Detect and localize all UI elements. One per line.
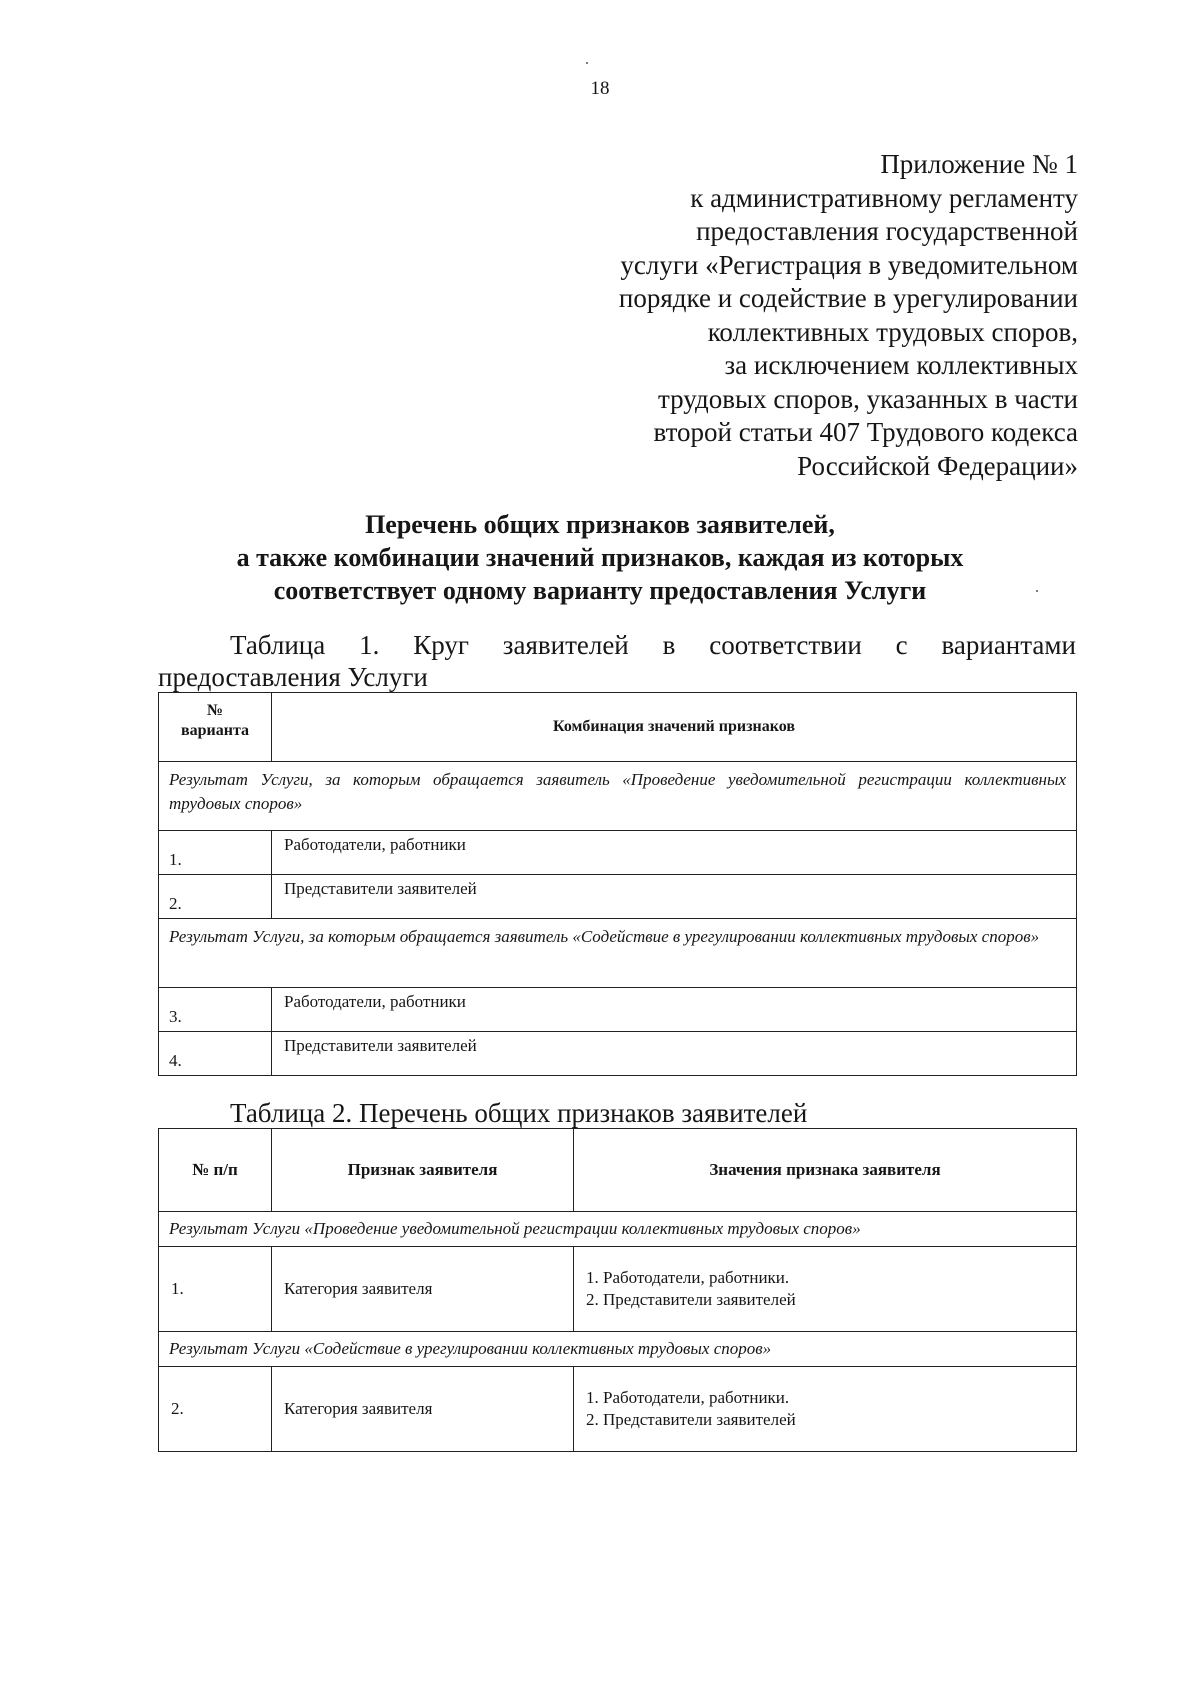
attribute-values	[574, 1247, 1077, 1332]
attribute-values	[574, 1367, 1077, 1452]
document-title	[0, 508, 1200, 607]
header-attribute: Признак заявителя	[272, 1129, 574, 1212]
title-line: а также комбинации значений признаков, каждая из которых	[236, 543, 964, 572]
appendix-line: к административному регламенту	[690, 182, 1078, 213]
table-group-row	[159, 1332, 1077, 1367]
applicants-variants-table	[158, 692, 1077, 1076]
caption-word: с	[895, 630, 908, 660]
page-number: 18	[590, 78, 610, 99]
attribute-value: 1. Работодатели, работники.	[586, 1268, 790, 1287]
header-text: №	[206, 702, 224, 719]
table-row	[159, 1032, 1077, 1076]
result-description: Результат Услуги «Содействие в урегулировании коллективных трудовых споров»	[159, 1332, 1077, 1367]
table-row	[159, 875, 1077, 919]
caption-line: предоставления Услуги	[158, 662, 428, 692]
table1-caption	[158, 630, 1076, 692]
cell-text: 4.	[169, 1051, 182, 1070]
table2-caption: Таблица 2. Перечень общих признаков заявителей	[230, 1098, 808, 1128]
caption-word: вариантами	[941, 630, 1076, 660]
attribute-name: Категория заявителя	[272, 1367, 574, 1452]
table-group-row	[159, 919, 1077, 988]
title-line: соответствует одному варианту предоставления Услуги	[273, 576, 927, 605]
row-number: 1.	[159, 1247, 272, 1332]
table-row	[159, 1367, 1077, 1452]
variant-number	[159, 831, 272, 875]
title-line: Перечень общих признаков заявителей,	[365, 510, 835, 539]
table-row	[159, 831, 1077, 875]
attribute-value: 1. Работодатели, работники.	[586, 1388, 790, 1407]
table-group-row	[159, 762, 1077, 831]
appendix-line: коллективных трудовых споров,	[707, 316, 1078, 347]
caption-word: Таблица	[230, 630, 326, 660]
attribute-name: Категория заявителя	[272, 1247, 574, 1332]
variant-number	[159, 875, 272, 919]
cell-text: 3.	[169, 1007, 182, 1026]
applicant-attributes-table	[158, 1128, 1077, 1452]
header-attribute-values: Значения признака заявителя	[574, 1129, 1077, 1212]
row-number: 2.	[159, 1367, 272, 1452]
caption-word: 1.	[359, 630, 380, 660]
variant-number	[159, 988, 272, 1032]
result-description: Результат Услуги, за которым обращается заявитель «Проведение уведомительной регистрации коллективных трудовых споров»	[159, 762, 1077, 831]
table-row	[159, 1247, 1077, 1332]
header-row-number: № п/п	[159, 1129, 272, 1212]
appendix-line: предоставления государственной	[696, 216, 1078, 246]
cell-text: 2.	[169, 894, 182, 913]
header-variant-number	[159, 693, 272, 762]
header-combination: Комбинация значений признаков	[272, 693, 1077, 762]
table-group-row	[159, 1212, 1077, 1247]
variant-value: Работодатели, работники	[272, 988, 1077, 1032]
variant-value: Работодатели, работники	[272, 831, 1077, 875]
result-description: Результат Услуги «Проведение уведомительной регистрации коллективных трудовых споров»	[159, 1212, 1077, 1247]
caption-word: соответствии	[709, 630, 862, 660]
attribute-value: 2. Представители заявителей	[586, 1290, 796, 1309]
appendix-line: услуги «Регистрация в уведомительном	[620, 249, 1078, 280]
table-row	[159, 988, 1077, 1032]
appendix-line: второй статьи 407 Трудового кодекса	[653, 417, 1078, 447]
result-description: Результат Услуги, за которым обращается заявитель «Содействие в урегулировании коллективных трудовых споров»	[159, 919, 1077, 988]
table-header-row	[159, 1129, 1077, 1212]
appendix-line: Российской Федерации»	[797, 450, 1078, 481]
variant-number	[159, 1032, 272, 1076]
appendix-line: порядке и содействие в урегулировании	[618, 283, 1078, 313]
caption-word: Круг	[413, 630, 469, 660]
scan-speck	[586, 62, 588, 64]
appendix-line: Приложение № 1	[880, 149, 1078, 179]
variant-value: Представители заявителей	[272, 875, 1077, 919]
appendix-line: трудовых споров, указанных в части	[657, 383, 1078, 414]
attribute-value: 2. Представители заявителей	[586, 1410, 796, 1429]
header-text: варианта	[180, 722, 250, 739]
appendix-line: за исключением коллективных	[724, 350, 1078, 380]
caption-word: заявителей	[502, 630, 629, 660]
caption-word: в	[662, 630, 676, 660]
cell-text: 1.	[169, 850, 182, 869]
appendix-header	[558, 148, 1078, 483]
variant-value: Представители заявителей	[272, 1032, 1077, 1076]
table-header-row	[159, 693, 1077, 762]
